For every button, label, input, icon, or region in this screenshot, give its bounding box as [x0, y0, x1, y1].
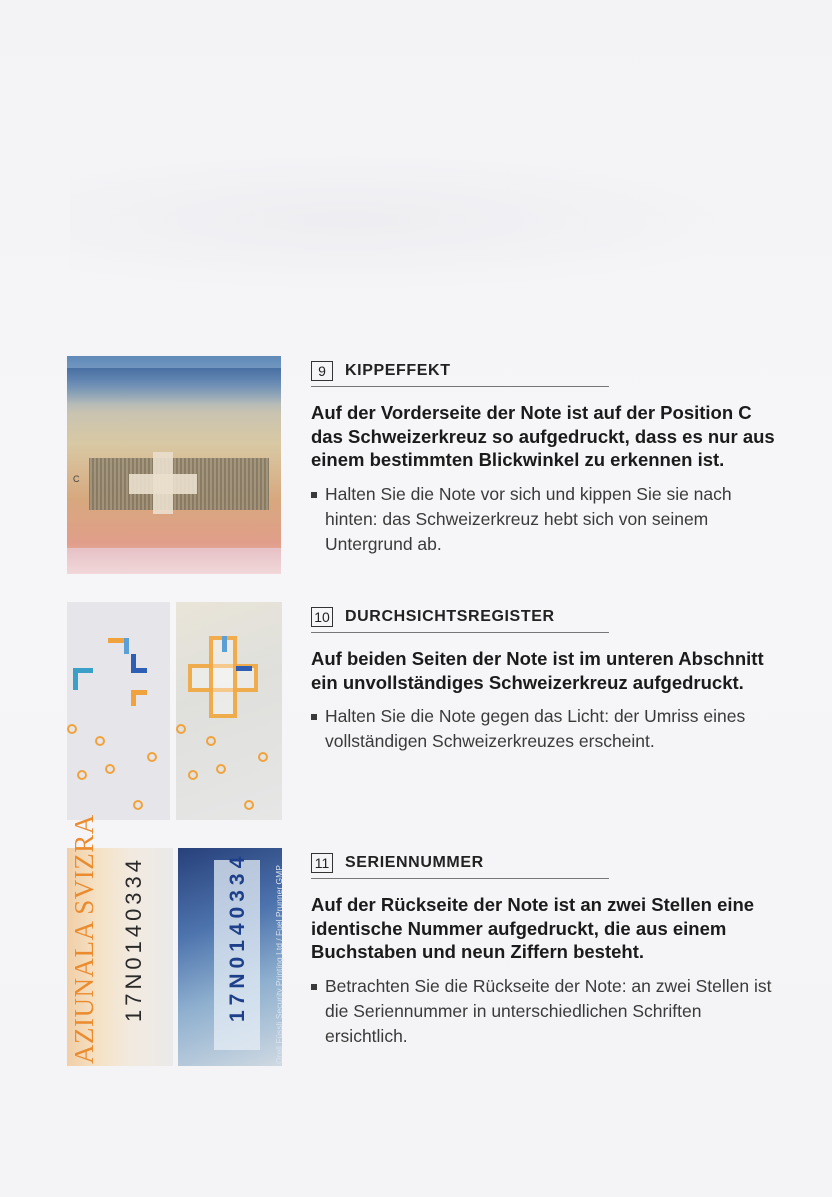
orange-ring	[176, 724, 186, 734]
swiss-cross-bar-v	[153, 452, 173, 514]
section-lead: Auf der Vorderseite der Note ist auf der Position C das Schweizerkreuz so aufgedruckt, dass es nur aus einem bestimmten Blickwinkel zu erkennen ist.	[311, 402, 775, 470]
section-heading-row	[311, 852, 609, 879]
orange-ring	[67, 724, 77, 734]
orange-ring	[147, 752, 157, 762]
position-label: C	[73, 474, 80, 484]
orange-ring	[216, 764, 226, 774]
section-heading: DURCHSICHTSREGISTER	[345, 608, 555, 625]
section-number: 9	[311, 361, 333, 381]
cross-fragment	[131, 668, 147, 673]
serial-number-image-2	[178, 848, 282, 1066]
orange-ring	[133, 800, 143, 810]
orange-ring	[95, 736, 105, 746]
bullet-square-icon	[311, 714, 317, 720]
seriennummer-text	[311, 852, 781, 1049]
pink-band	[67, 548, 281, 574]
cross-fragment	[222, 636, 227, 652]
show-through-text	[70, 150, 770, 290]
section-bullet	[311, 482, 781, 557]
cross-fragment	[124, 638, 129, 654]
durchsicht-text	[311, 606, 781, 754]
section-heading-row	[311, 360, 609, 387]
serial-number-image-1	[67, 814, 173, 1066]
section-bullet	[311, 704, 781, 754]
section-number: 10	[311, 607, 333, 627]
banknote-text: AZIUNALA SVIZRA	[69, 814, 99, 1064]
fine-print: Orell Füssli Security Printing Ltd / Fuel Prunner GMP	[274, 865, 284, 1064]
section-lead: Auf der Rückseite der Note ist an zwei Stellen eine identische Nummer aufgedruckt, die aus einem Buchstaben und neun Ziffern besteht.	[311, 894, 755, 962]
section-heading: KIPPEFFEKT	[345, 362, 451, 379]
section-heading-row	[311, 606, 609, 633]
serial-number-2: 17N0140334	[226, 851, 249, 1022]
cross-fragment	[236, 666, 252, 671]
section-bullet	[311, 974, 781, 1049]
bullet-square-icon	[311, 492, 317, 498]
bullet-text: Halten Sie die Note gegen das Licht: der Umriss eines vollständigen Schweizerkreuzes erscheint.	[325, 706, 746, 751]
orange-ring	[244, 800, 254, 810]
bullet-text: Halten Sie die Note vor sich und kippen Sie sie nach hinten: das Schweizerkreuz hebt sich von seinem Untergrund ab.	[325, 483, 732, 554]
serial-number-1: 17N0140334	[121, 855, 146, 1022]
orange-ring	[188, 770, 198, 780]
full-cross-image	[176, 602, 282, 820]
blue-band	[67, 368, 281, 404]
section-heading: SERIENNUMMER	[345, 854, 484, 871]
orange-ring	[105, 764, 115, 774]
kippeffekt-image	[67, 356, 281, 574]
partial-cross-image	[67, 602, 170, 820]
bullet-text: Betrachten Sie die Rückseite der Note: an zwei Stellen ist die Seriennummer in unterschiedlichen Schriften ersichtlich.	[325, 975, 772, 1046]
section-lead: Auf beiden Seiten der Note ist im unteren Abschnitt ein unvollständiges Schweizerkreuz aufgedruckt.	[311, 648, 764, 693]
orange-ring	[206, 736, 216, 746]
cross-fragment	[73, 668, 93, 673]
bullet-square-icon	[311, 984, 317, 990]
section-number: 11	[311, 853, 333, 873]
orange-ring	[77, 770, 87, 780]
kippeffekt-text	[311, 360, 781, 557]
orange-ring	[258, 752, 268, 762]
cross-fragment	[131, 690, 136, 706]
